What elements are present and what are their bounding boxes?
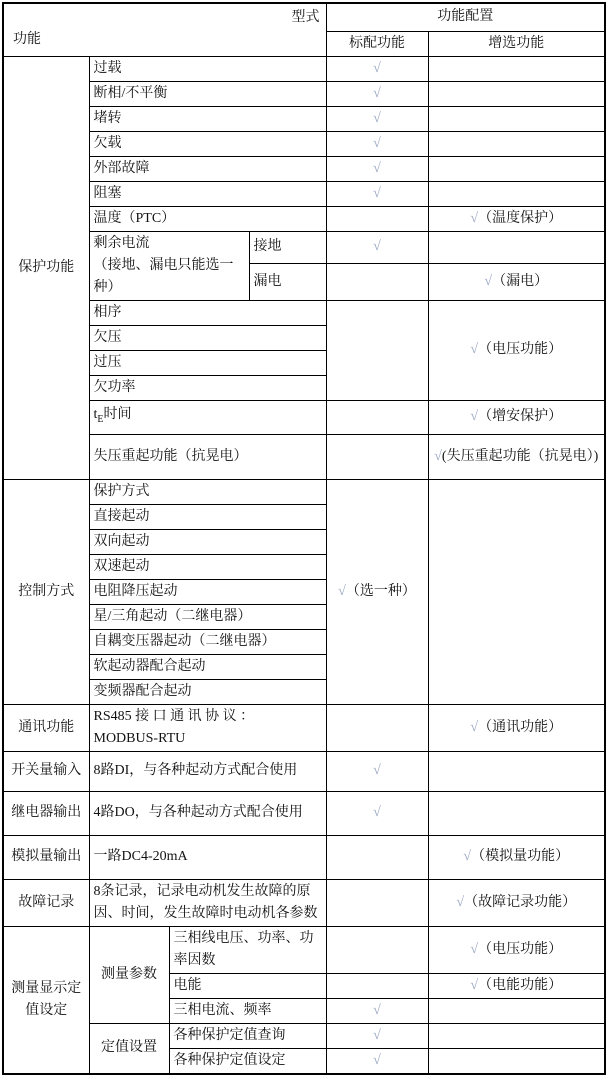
protection-item-underpower: 欠功率 — [89, 375, 326, 400]
fault-record-desc: 8条记录，记录电动机发生故障的原因、时间，发生故障时电动机各参数 — [89, 879, 326, 926]
check-mark: √ — [373, 110, 381, 126]
group-protection: 保护功能 — [3, 56, 89, 479]
cell-set-standard — [326, 1048, 428, 1074]
group-digital-input: 开关量输入 — [3, 751, 89, 791]
cell-ao-standard — [326, 835, 428, 879]
cell-restart-standard — [326, 434, 428, 479]
cell-do-standard — [326, 791, 428, 835]
residual-current-line2: （接地、漏电只能选一种） — [93, 257, 234, 295]
cell-energy-standard — [326, 973, 428, 998]
cell-leakage-standard — [326, 263, 428, 300]
protection-subitem-leakage: 漏电 — [249, 263, 326, 300]
cell-current-freq-optional — [428, 998, 605, 1023]
check-mark: √ — [484, 273, 493, 289]
cell-phase-loss-standard — [326, 81, 428, 106]
group-relay-output: 继电器输出 — [3, 791, 89, 835]
check-mark: √ — [470, 719, 479, 735]
option-label: （漏电） — [492, 273, 549, 289]
table-row — [3, 300, 605, 325]
cell-energy-optional — [428, 973, 605, 998]
table-row — [3, 791, 605, 835]
cell-te-optional — [428, 400, 605, 434]
table-row — [3, 434, 605, 479]
protection-item-residual-current — [89, 231, 249, 300]
communication-desc: RS485 接 口 通 讯 协 议 ： MODBUS-RTU — [89, 704, 326, 751]
check-mark: √ — [373, 1052, 381, 1068]
option-label: （选一种） — [345, 583, 416, 599]
check-mark: √ — [373, 1002, 381, 1018]
group-analog-output: 模拟量输出 — [3, 835, 89, 879]
header-standard: 标配功能 — [326, 31, 428, 56]
corner-type-label: 型式 — [291, 10, 320, 25]
table-row — [3, 106, 605, 131]
check-mark: √ — [463, 849, 472, 864]
cell-temperature-optional — [428, 206, 605, 231]
table-row — [3, 131, 605, 156]
option-label: （模拟量功能） — [471, 849, 570, 864]
header-optional: 增选功能 — [428, 31, 605, 56]
table-row — [3, 835, 605, 879]
option-label: (失压重起功能（抗晃电）) — [441, 448, 599, 464]
cell-di-standard — [326, 751, 428, 791]
cell-stall-optional — [428, 106, 605, 131]
cell-restart-optional — [428, 434, 605, 479]
group-communication: 通讯功能 — [3, 704, 89, 751]
check-mark: √ — [373, 805, 381, 820]
corner-function-label: 功能 — [13, 31, 41, 47]
cell-underload-standard — [326, 131, 428, 156]
cell-ao-optional — [428, 835, 605, 879]
check-mark: √ — [373, 1027, 381, 1043]
analog-output-desc: 一路DC4-20mA — [89, 835, 326, 879]
option-label: （电压功能） — [478, 941, 563, 957]
table-row — [3, 56, 605, 81]
table-row — [3, 1023, 605, 1048]
protection-item-restart: 失压重起功能（抗晃电） — [89, 434, 326, 479]
table-row — [3, 479, 605, 504]
protection-item-te-time — [89, 400, 326, 434]
corner-header-cell — [3, 3, 326, 56]
cell-comm-standard — [326, 704, 428, 751]
table-row — [3, 231, 605, 263]
check-mark: √ — [373, 185, 381, 201]
cell-set-optional — [428, 1048, 605, 1074]
option-label: （故障记录功能） — [464, 894, 577, 910]
control-item-vfd-start: 变频器配合起动 — [89, 679, 326, 704]
control-item-soft-starter: 软起动器配合起动 — [89, 654, 326, 679]
cell-overload-optional — [428, 56, 605, 81]
option-label: （通讯功能） — [478, 719, 563, 735]
check-mark: √ — [470, 342, 479, 357]
digital-input-desc: 8路DI，与各种起动方式配合使用 — [89, 751, 326, 791]
protection-item-external-fault: 外部故障 — [89, 156, 326, 181]
table-row — [3, 704, 605, 751]
measurement-item-current-freq: 三相电流、频率 — [169, 998, 326, 1023]
relay-output-desc: 4路DO，与各种起动方式配合使用 — [89, 791, 326, 835]
header-config: 功能配置 — [326, 3, 605, 31]
measurement-item-line-voltage: 三相线电压、功率、功率因数 — [169, 926, 326, 973]
option-label: （电压功能） — [478, 342, 563, 357]
group-control: 控制方式 — [3, 479, 89, 704]
check-mark: √ — [373, 763, 381, 778]
check-mark: √ — [338, 583, 346, 599]
cell-di-optional — [428, 751, 605, 791]
check-mark: √ — [373, 239, 381, 254]
cell-block-optional — [428, 181, 605, 206]
table-row — [3, 206, 605, 231]
cell-control-standard — [326, 479, 428, 704]
measurement-settings-label: 定值设置 — [89, 1023, 169, 1074]
protection-item-stall: 堵转 — [89, 106, 326, 131]
check-mark: √ — [470, 977, 479, 993]
option-label: （温度保护） — [478, 210, 563, 226]
cell-te-standard — [326, 400, 428, 434]
table-row — [3, 751, 605, 791]
table-row — [3, 879, 605, 926]
cell-comm-optional — [428, 704, 605, 751]
measurement-item-energy: 电能 — [169, 973, 326, 998]
protection-item-overload: 过载 — [89, 56, 326, 81]
check-mark: √ — [373, 85, 381, 101]
check-mark: √ — [456, 894, 465, 910]
cell-leakage-optional — [428, 263, 605, 300]
cell-external-fault-standard — [326, 156, 428, 181]
measurement-params-label: 测量参数 — [89, 926, 169, 1023]
cell-line-voltage-standard — [326, 926, 428, 973]
table-row — [3, 156, 605, 181]
protection-item-undervoltage: 欠压 — [89, 325, 326, 350]
control-item-resistor-start: 电阻降压起动 — [89, 579, 326, 604]
table-row — [3, 3, 605, 31]
table-row — [3, 181, 605, 206]
cell-stall-standard — [326, 106, 428, 131]
cell-do-optional — [428, 791, 605, 835]
control-item-bidirectional-start: 双向起动 — [89, 529, 326, 554]
control-item-protection-mode: 保护方式 — [89, 479, 326, 504]
protection-item-temperature: 温度（PTC） — [89, 206, 326, 231]
te-rest: 时间 — [103, 406, 132, 422]
te-base: t — [93, 406, 98, 422]
cell-voltage-group-standard — [326, 300, 428, 400]
control-item-direct-start: 直接起动 — [89, 504, 326, 529]
option-label: （电能功能） — [478, 977, 563, 993]
protection-item-phase-sequence: 相序 — [89, 300, 326, 325]
control-item-star-delta-start: 星/三角起动（二继电器） — [89, 604, 326, 629]
check-mark: √ — [373, 160, 381, 176]
cell-line-voltage-optional — [428, 926, 605, 973]
table-row — [3, 926, 605, 973]
control-item-two-speed-start: 双速起动 — [89, 554, 326, 579]
check-mark: √ — [373, 135, 381, 151]
cell-ground-standard — [326, 231, 428, 263]
protection-item-overvoltage: 过压 — [89, 350, 326, 375]
check-mark: √ — [470, 409, 479, 424]
group-fault-record: 故障记录 — [3, 879, 89, 926]
cell-ground-optional — [428, 231, 605, 263]
cell-overload-standard — [326, 56, 428, 81]
option-label: （增安保护） — [478, 409, 563, 424]
settings-item-set: 各种保护定值设定 — [169, 1048, 326, 1074]
check-mark: √ — [470, 941, 479, 957]
cell-query-optional — [428, 1023, 605, 1048]
cell-control-optional — [428, 479, 605, 704]
protection-item-phase-loss: 断相/不平衡 — [89, 81, 326, 106]
table-row — [3, 400, 605, 434]
check-mark: √ — [373, 60, 381, 76]
cell-temperature-standard — [326, 206, 428, 231]
function-config-table — [2, 2, 606, 1075]
protection-item-block: 阻塞 — [89, 181, 326, 206]
check-mark: √ — [434, 448, 442, 464]
cell-fault-optional — [428, 879, 605, 926]
cell-underload-optional — [428, 131, 605, 156]
cell-query-standard — [326, 1023, 428, 1048]
check-mark: √ — [470, 210, 479, 226]
te-subscript: E — [97, 413, 104, 425]
cell-fault-standard — [326, 879, 428, 926]
cell-voltage-group-optional — [428, 300, 605, 400]
protection-item-underload: 欠载 — [89, 131, 326, 156]
cell-current-freq-standard — [326, 998, 428, 1023]
cell-phase-loss-optional — [428, 81, 605, 106]
group-measurement: 测量显示定值设定 — [3, 926, 89, 1074]
control-item-autotransformer-start: 自耦变压器起动（二继电器） — [89, 629, 326, 654]
cell-external-fault-optional — [428, 156, 605, 181]
protection-subitem-ground: 接地 — [249, 231, 326, 263]
residual-current-line1: 剩余电流 — [93, 235, 150, 251]
settings-item-query: 各种保护定值查询 — [169, 1023, 326, 1048]
cell-block-standard — [326, 181, 428, 206]
table-row — [3, 81, 605, 106]
